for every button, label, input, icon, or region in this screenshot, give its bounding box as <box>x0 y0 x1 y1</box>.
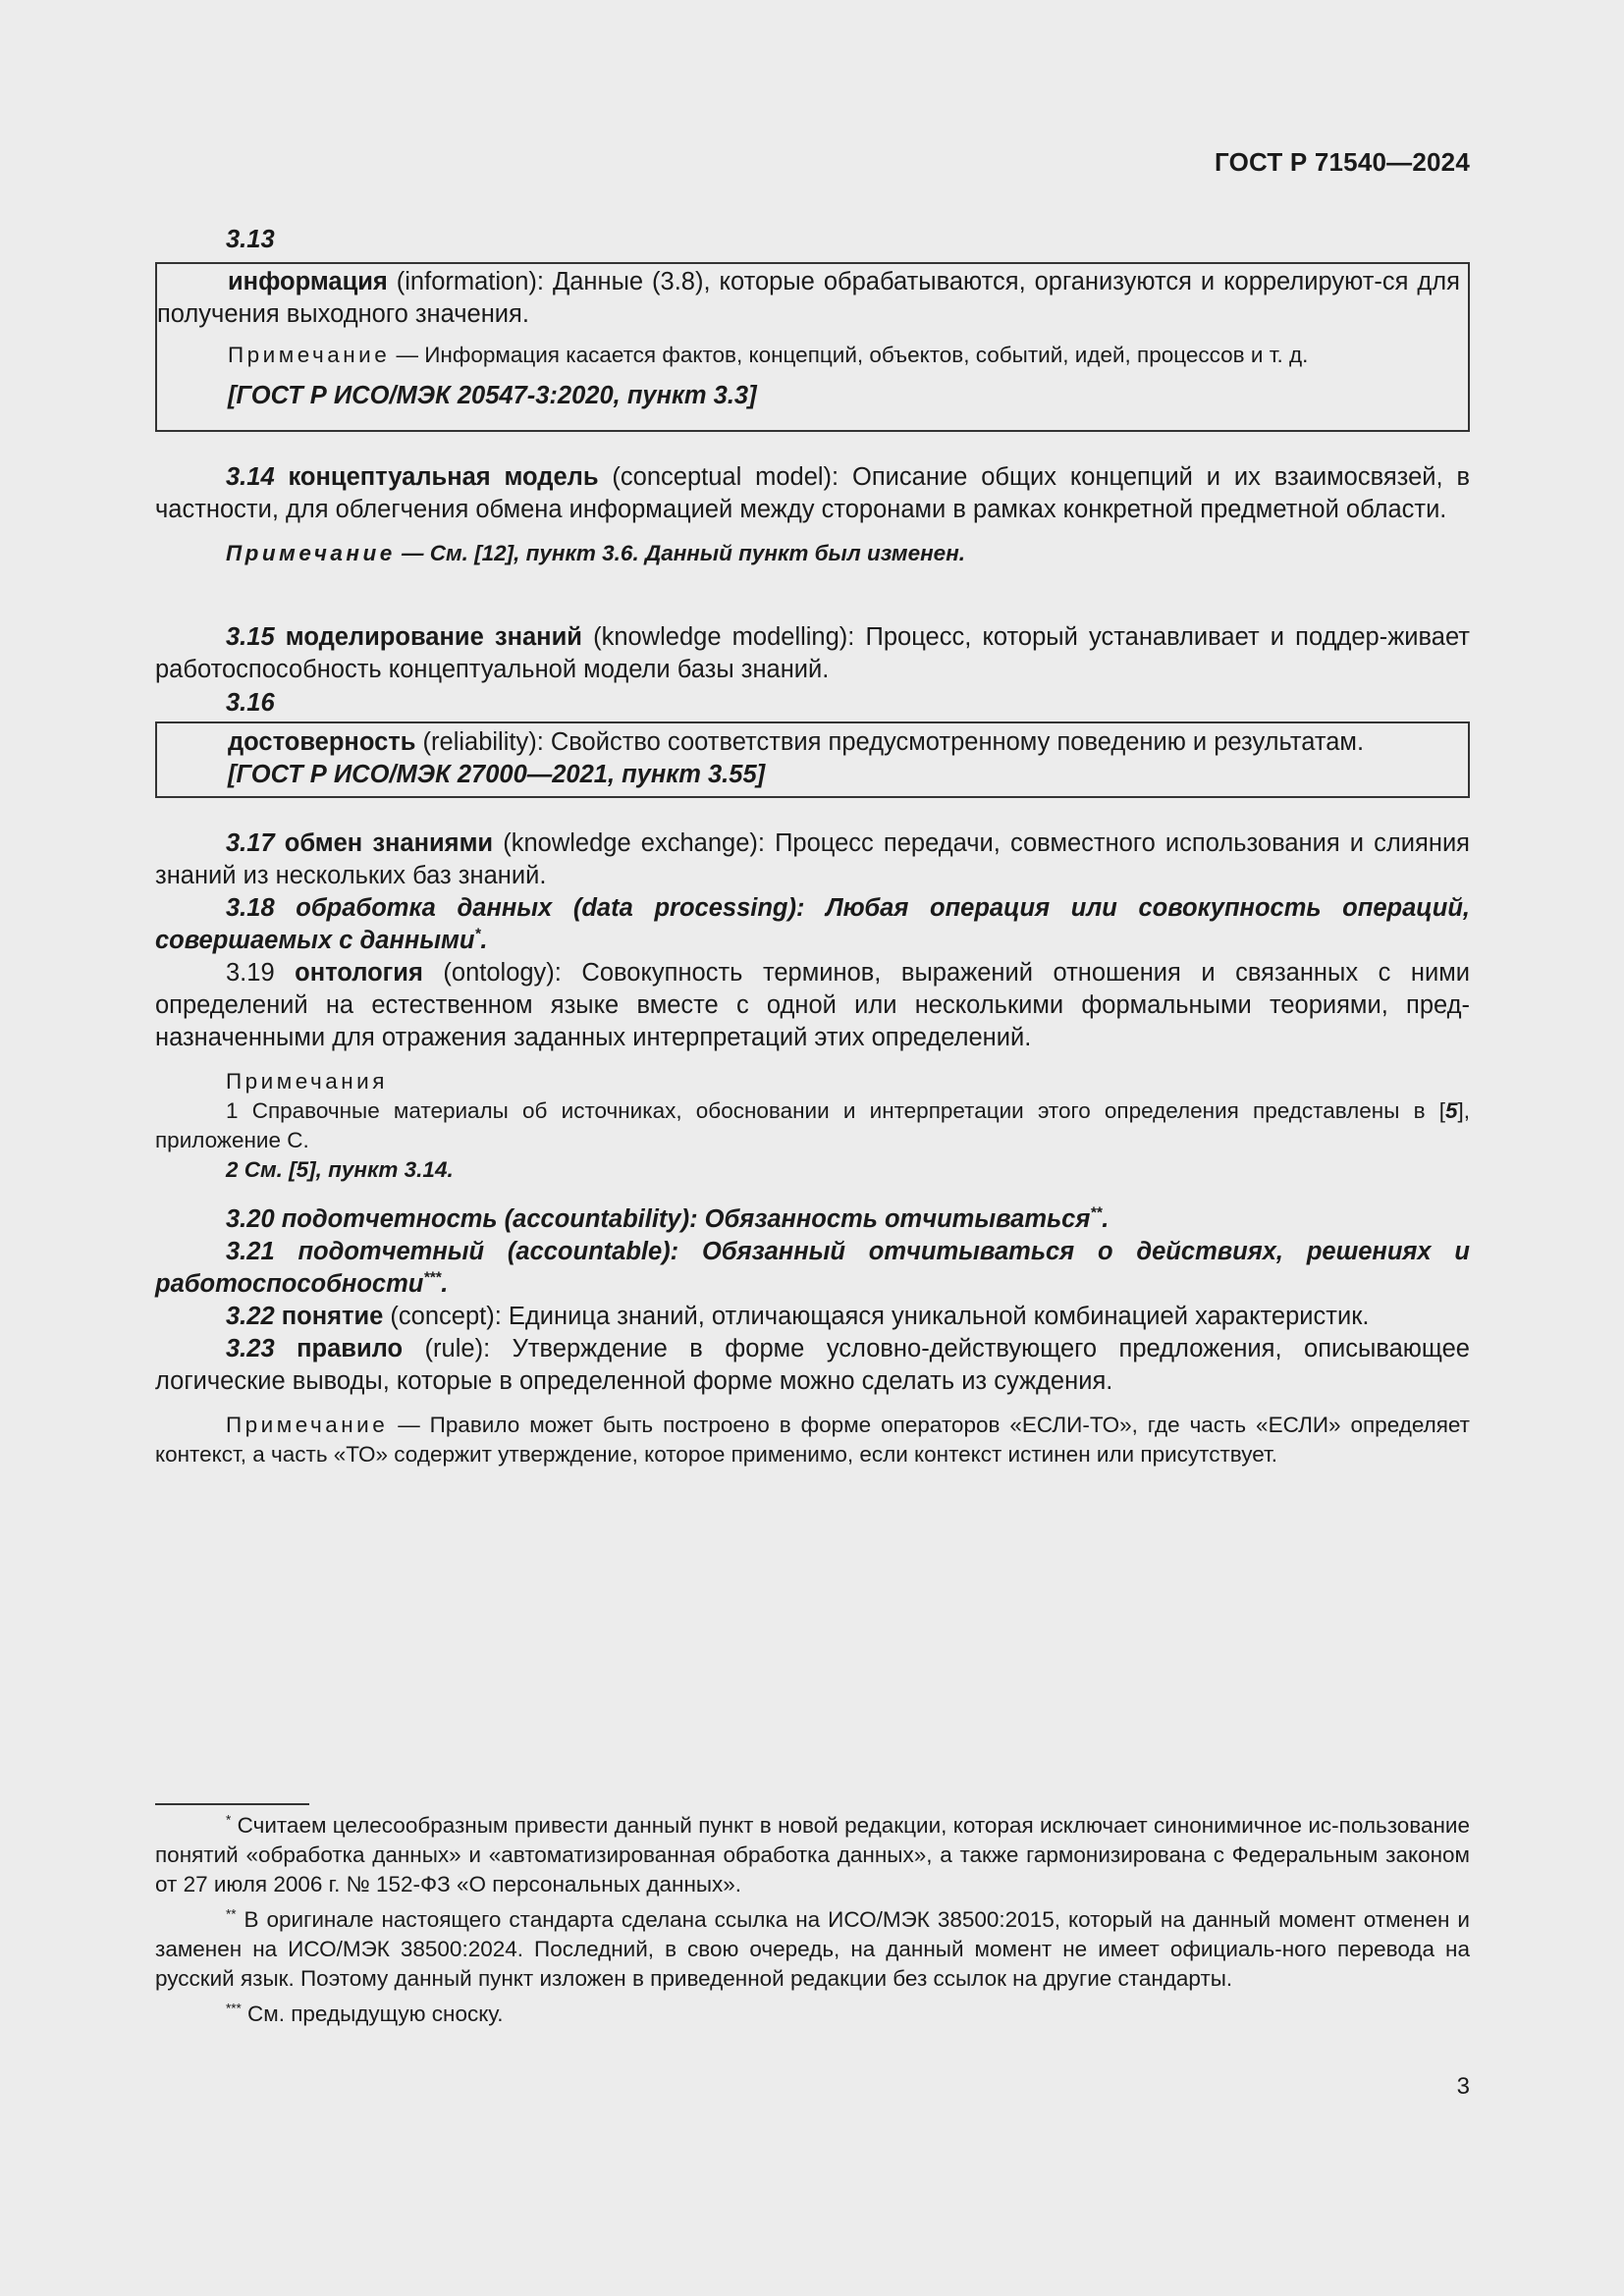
term-3-16-definition <box>157 726 1460 759</box>
term-definition-text: (knowledge exchange): Процесс передачи, совместного использования и слияния знаний из нескольких баз знаний. <box>155 829 1470 889</box>
term-3-14-note <box>155 539 1470 568</box>
term-definition-text: (concept): Единица знаний, отличающаяся уникальной комбинацией характеристик. <box>383 1303 1370 1330</box>
term-3-13-reference <box>157 380 1460 412</box>
note-reference: 5 <box>1444 1098 1458 1123</box>
note-text-end: ], приложение С. <box>155 1098 1470 1152</box>
term-number: 3.13 <box>226 226 275 253</box>
term-text: 3.18 обработка данных (data processing): Любая операция или совокупность операций, совершаемых с данными <box>155 894 1470 954</box>
term-3-13-number <box>155 224 1470 256</box>
footnote-mark: * <box>226 1812 232 1828</box>
terms-3-17-to-3-19 <box>155 828 1470 1185</box>
term-number: 3.16 <box>226 689 275 717</box>
footnote-mark: ** <box>1090 1204 1103 1222</box>
term-3-15 <box>155 621 1470 686</box>
term-3-19-note-2 <box>155 1155 1470 1185</box>
footnote-text: Считаем целесообразным привести данный пункт в новой редакции, которая исключает синонимичное ис-пользование понятий «обработка данных» и «автоматизированная обработка данных», а также гармонизирована с Федеральным законом от 27 июля 2006 г. № 152-ФЗ «О персональных данных». <box>155 1813 1470 1896</box>
source-reference: [ГОСТ Р ИСО/МЭК 27000—2021, пункт 3.55] <box>228 761 766 788</box>
term-3-13-note <box>157 341 1460 370</box>
term-definition-text: (information): Данные (3.8), которые обрабатываются, организуются и коррелируют-ся для получения выходного значения. <box>157 268 1460 328</box>
term-3-16-box <box>155 721 1470 798</box>
term-number: 3.14 <box>226 463 275 491</box>
footnotes <box>155 1811 1470 2029</box>
term-3-13-box <box>155 262 1470 432</box>
term-3-19-notes-label <box>155 1067 1470 1096</box>
term-number: 3.19 <box>226 959 275 987</box>
term-definition-text: (conceptual model): Описание общих концепций и их взаимосвязей, в частности, для облегчения обмена информацией между сторонами в рамках конкретной предметной области. <box>155 463 1470 523</box>
term-number: 3.22 <box>226 1303 275 1330</box>
term-name: концептуальная модель <box>274 463 599 491</box>
footnote-text: См. предыдущую сноску. <box>241 2002 504 2026</box>
note-label: Примечание <box>226 1413 389 1437</box>
document-code-header: ГОСТ Р 71540—2024 <box>1215 147 1470 177</box>
term-3-20-definition <box>155 1203 1470 1236</box>
term-3-22-definition <box>155 1301 1470 1333</box>
term-definition-text: (ontology): Совокупность терминов, выражений отношения и связанных с ними определений на естественном языке вместе с одной или несколькими формальными теориями, пред-назначенными для отражения заданных интерпретаций этих определений. <box>155 959 1471 1051</box>
note-label: Примечание <box>226 541 396 565</box>
footnote-1 <box>155 1811 1470 1899</box>
term-text: 3.20 подотчетность (accountability): Обязанность отчитываться <box>226 1205 1091 1233</box>
terms-3-20-to-3-23 <box>155 1203 1470 1469</box>
footnote-mark: *** <box>423 1269 442 1287</box>
note-text: 2 См. [5], пункт 3.14. <box>226 1157 454 1182</box>
term-3-13-definition <box>157 266 1460 331</box>
footnote-3 <box>155 2000 1470 2029</box>
term-3-16-number <box>155 687 1470 720</box>
footnote-mark: ** <box>226 1906 237 1922</box>
footnote-2 <box>155 1905 1470 1994</box>
term-name: понятие <box>274 1303 384 1330</box>
footnote-mark: * <box>474 926 481 943</box>
note-text: 1 Справочные материалы об источниках, обосновании и интерпретации этого определения представлены в [ <box>226 1098 1445 1123</box>
term-3-21-definition <box>155 1236 1470 1301</box>
term-number: 3.23 <box>226 1335 275 1362</box>
notes-label: Примечания <box>226 1069 388 1094</box>
term-name: моделирование знаний <box>274 623 582 651</box>
term-3-14 <box>155 461 1470 568</box>
sentence-end: . <box>480 927 488 954</box>
term-3-18-definition <box>155 892 1470 957</box>
source-reference: [ГОСТ Р ИСО/МЭК 20547-3:2020, пункт 3.3] <box>228 382 757 409</box>
term-name: обмен знаниями <box>274 829 494 857</box>
term-3-14-definition <box>155 461 1470 526</box>
note-text: — Информация касается фактов, концепций, объектов, событий, идей, процессов и т. д. <box>390 343 1309 367</box>
term-name: достоверность <box>228 728 416 756</box>
term-3-23-definition <box>155 1333 1470 1398</box>
term-3-23-note <box>155 1411 1470 1469</box>
term-3-15-definition <box>155 621 1470 686</box>
footnote-mark: *** <box>226 2001 242 2016</box>
term-number: 3.15 <box>226 623 275 651</box>
term-3-19-note-1 <box>155 1096 1470 1155</box>
term-text: 3.21 подотчетный (accountable): Обязанный отчитываться о действиях, решениях и работоспособности <box>155 1238 1470 1298</box>
term-3-19-definition <box>155 957 1470 1054</box>
term-3-16-reference <box>157 759 1460 791</box>
term-3-17-definition <box>155 828 1470 892</box>
note-text: — См. [12], пункт 3.6. Данный пункт был изменен. <box>395 541 966 565</box>
page-number: 3 <box>1456 2073 1470 2100</box>
term-definition-text: (reliability): Свойство соответствия предусмотренному поведению и результатам. <box>415 728 1365 756</box>
term-number: 3.17 <box>226 829 275 857</box>
term-definition-text: (rule): Утверждение в форме условно-действующего предложения, описывающее логические выводы, которые в определенной форме можно сделать из суждения. <box>155 1335 1470 1395</box>
term-name: онтология <box>274 959 423 987</box>
sentence-end: . <box>1102 1205 1110 1233</box>
note-text: — Правило может быть построено в форме операторов «ЕСЛИ-ТО», где часть «ЕСЛИ» определяет контекст, а часть «ТО» содержит утверждение, которое применимо, если контекст истинен или присутствует. <box>155 1413 1470 1467</box>
footnote-separator <box>155 1803 309 1805</box>
note-label: Примечание <box>228 343 391 367</box>
term-name: информация <box>228 268 388 295</box>
term-name: правило <box>274 1335 404 1362</box>
term-definition-text: (knowledge modelling): Процесс, который устанавливает и поддер-живает работоспособность концептуальной модели базы знаний. <box>155 623 1470 683</box>
sentence-end: . <box>441 1270 449 1298</box>
footnote-text: В оригинале настоящего стандарта сделана ссылка на ИСО/МЭК 38500:2015, который на данный момент отменен и заменен на ИСО/МЭК 38500:2024. Последний, в свою очередь, на данный момент не имеет официаль-ного перевода на русский язык. Поэтому данный пункт изложен в приведенной редакции без ссылок на другие стандарты. <box>155 1907 1470 1991</box>
